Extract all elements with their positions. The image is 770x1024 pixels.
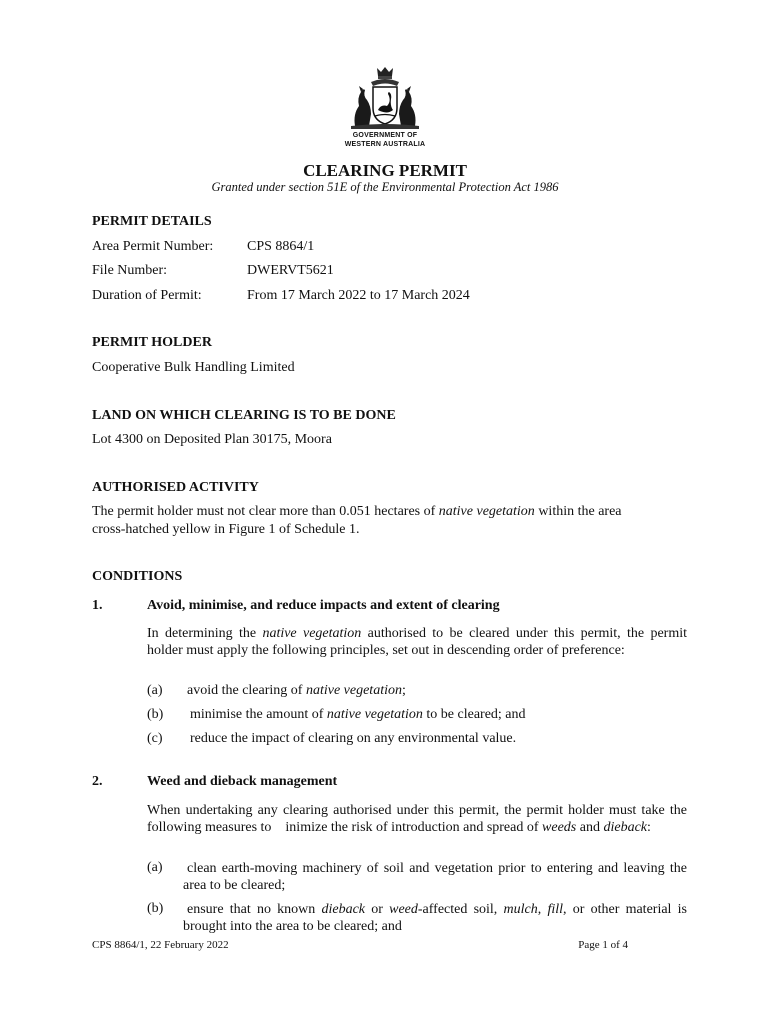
- condition-1-item-b-text: minimise the amount of native vegetation to be cleared; and: [190, 707, 526, 722]
- permit-holder-heading: PERMIT HOLDER: [92, 335, 212, 350]
- condition-2-item-b-text: ensure that no known dieback or weed-affected soil, mulch, fill, or other material is brought into the area to be cleared; and: [183, 902, 687, 934]
- condition-1-intro: In determining the native vegetation authorised to be cleared under this permit, the permit holder must apply the following principles, set out in descending order of preference:: [147, 626, 687, 658]
- condition-2-number: 2.: [92, 774, 103, 789]
- permit-number-value: CPS 8864/1: [247, 239, 315, 254]
- land-heading: LAND ON WHICH CLEARING IS TO BE DONE: [92, 408, 396, 423]
- condition-1-number: 1.: [92, 598, 103, 613]
- condition-2-item-a-text: clean earth-moving machinery of soil and vegetation prior to entering and leaving the area to be cleared;: [183, 861, 687, 893]
- footer-document-reference: CPS 8864/1, 22 February 2022: [92, 939, 229, 951]
- conditions-heading: CONDITIONS: [92, 569, 183, 584]
- government-label-line2: WESTERN AUSTRALIA: [344, 141, 426, 148]
- permit-number-label: Area Permit Number:: [92, 239, 214, 254]
- file-number-label: File Number:: [92, 263, 168, 278]
- authorised-activity-line1: The permit holder must not clear more than 0.051 hectares of native vegetation within the area: [92, 504, 622, 519]
- coat-of-arms-emblem: [345, 66, 425, 130]
- condition-1-item-c-label: (c): [147, 731, 163, 746]
- condition-1-title: Avoid, minimise, and reduce impacts and extent of clearing: [147, 598, 500, 613]
- permit-details-heading: PERMIT DETAILS: [92, 214, 212, 229]
- condition-1-item-b-label: (b): [147, 707, 164, 722]
- authorised-activity-line2: cross-hatched yellow in Figure 1 of Schedule 1.: [92, 522, 360, 537]
- authorised-activity-heading: AUTHORISED ACTIVITY: [92, 480, 259, 495]
- file-number-value: DWERVT5621: [247, 263, 334, 278]
- government-label-line1: GOVERNMENT OF: [352, 132, 418, 139]
- condition-2-title: Weed and dieback management: [147, 774, 338, 789]
- condition-1-item-a-text: avoid the clearing of native vegetation;: [187, 683, 406, 698]
- permit-holder-name: Cooperative Bulk Handling Limited: [92, 360, 295, 375]
- duration-value: From 17 March 2022 to 17 March 2024: [247, 288, 470, 303]
- land-description: Lot 4300 on Deposited Plan 30175, Moora: [92, 432, 332, 447]
- condition-1-item-c-text: reduce the impact of clearing on any environmental value.: [190, 731, 517, 746]
- condition-2-intro: When undertaking any clearing authorised under this permit, the permit holder must take the following measures to inimize the risk of introduction and spread of weeds and dieback:: [147, 803, 687, 835]
- document-subtitle: Granted under section 51E of the Environmental Protection Act 1986: [211, 180, 559, 194]
- condition-2-item-b-label: (b): [147, 901, 164, 916]
- condition-1-item-a-label: (a): [147, 683, 163, 698]
- footer-page-number: Page 1 of 4: [578, 939, 628, 951]
- duration-label: Duration of Permit:: [92, 288, 202, 303]
- condition-2-item-a-label: (a): [147, 860, 163, 875]
- document-title: CLEARING PERMIT: [303, 161, 467, 180]
